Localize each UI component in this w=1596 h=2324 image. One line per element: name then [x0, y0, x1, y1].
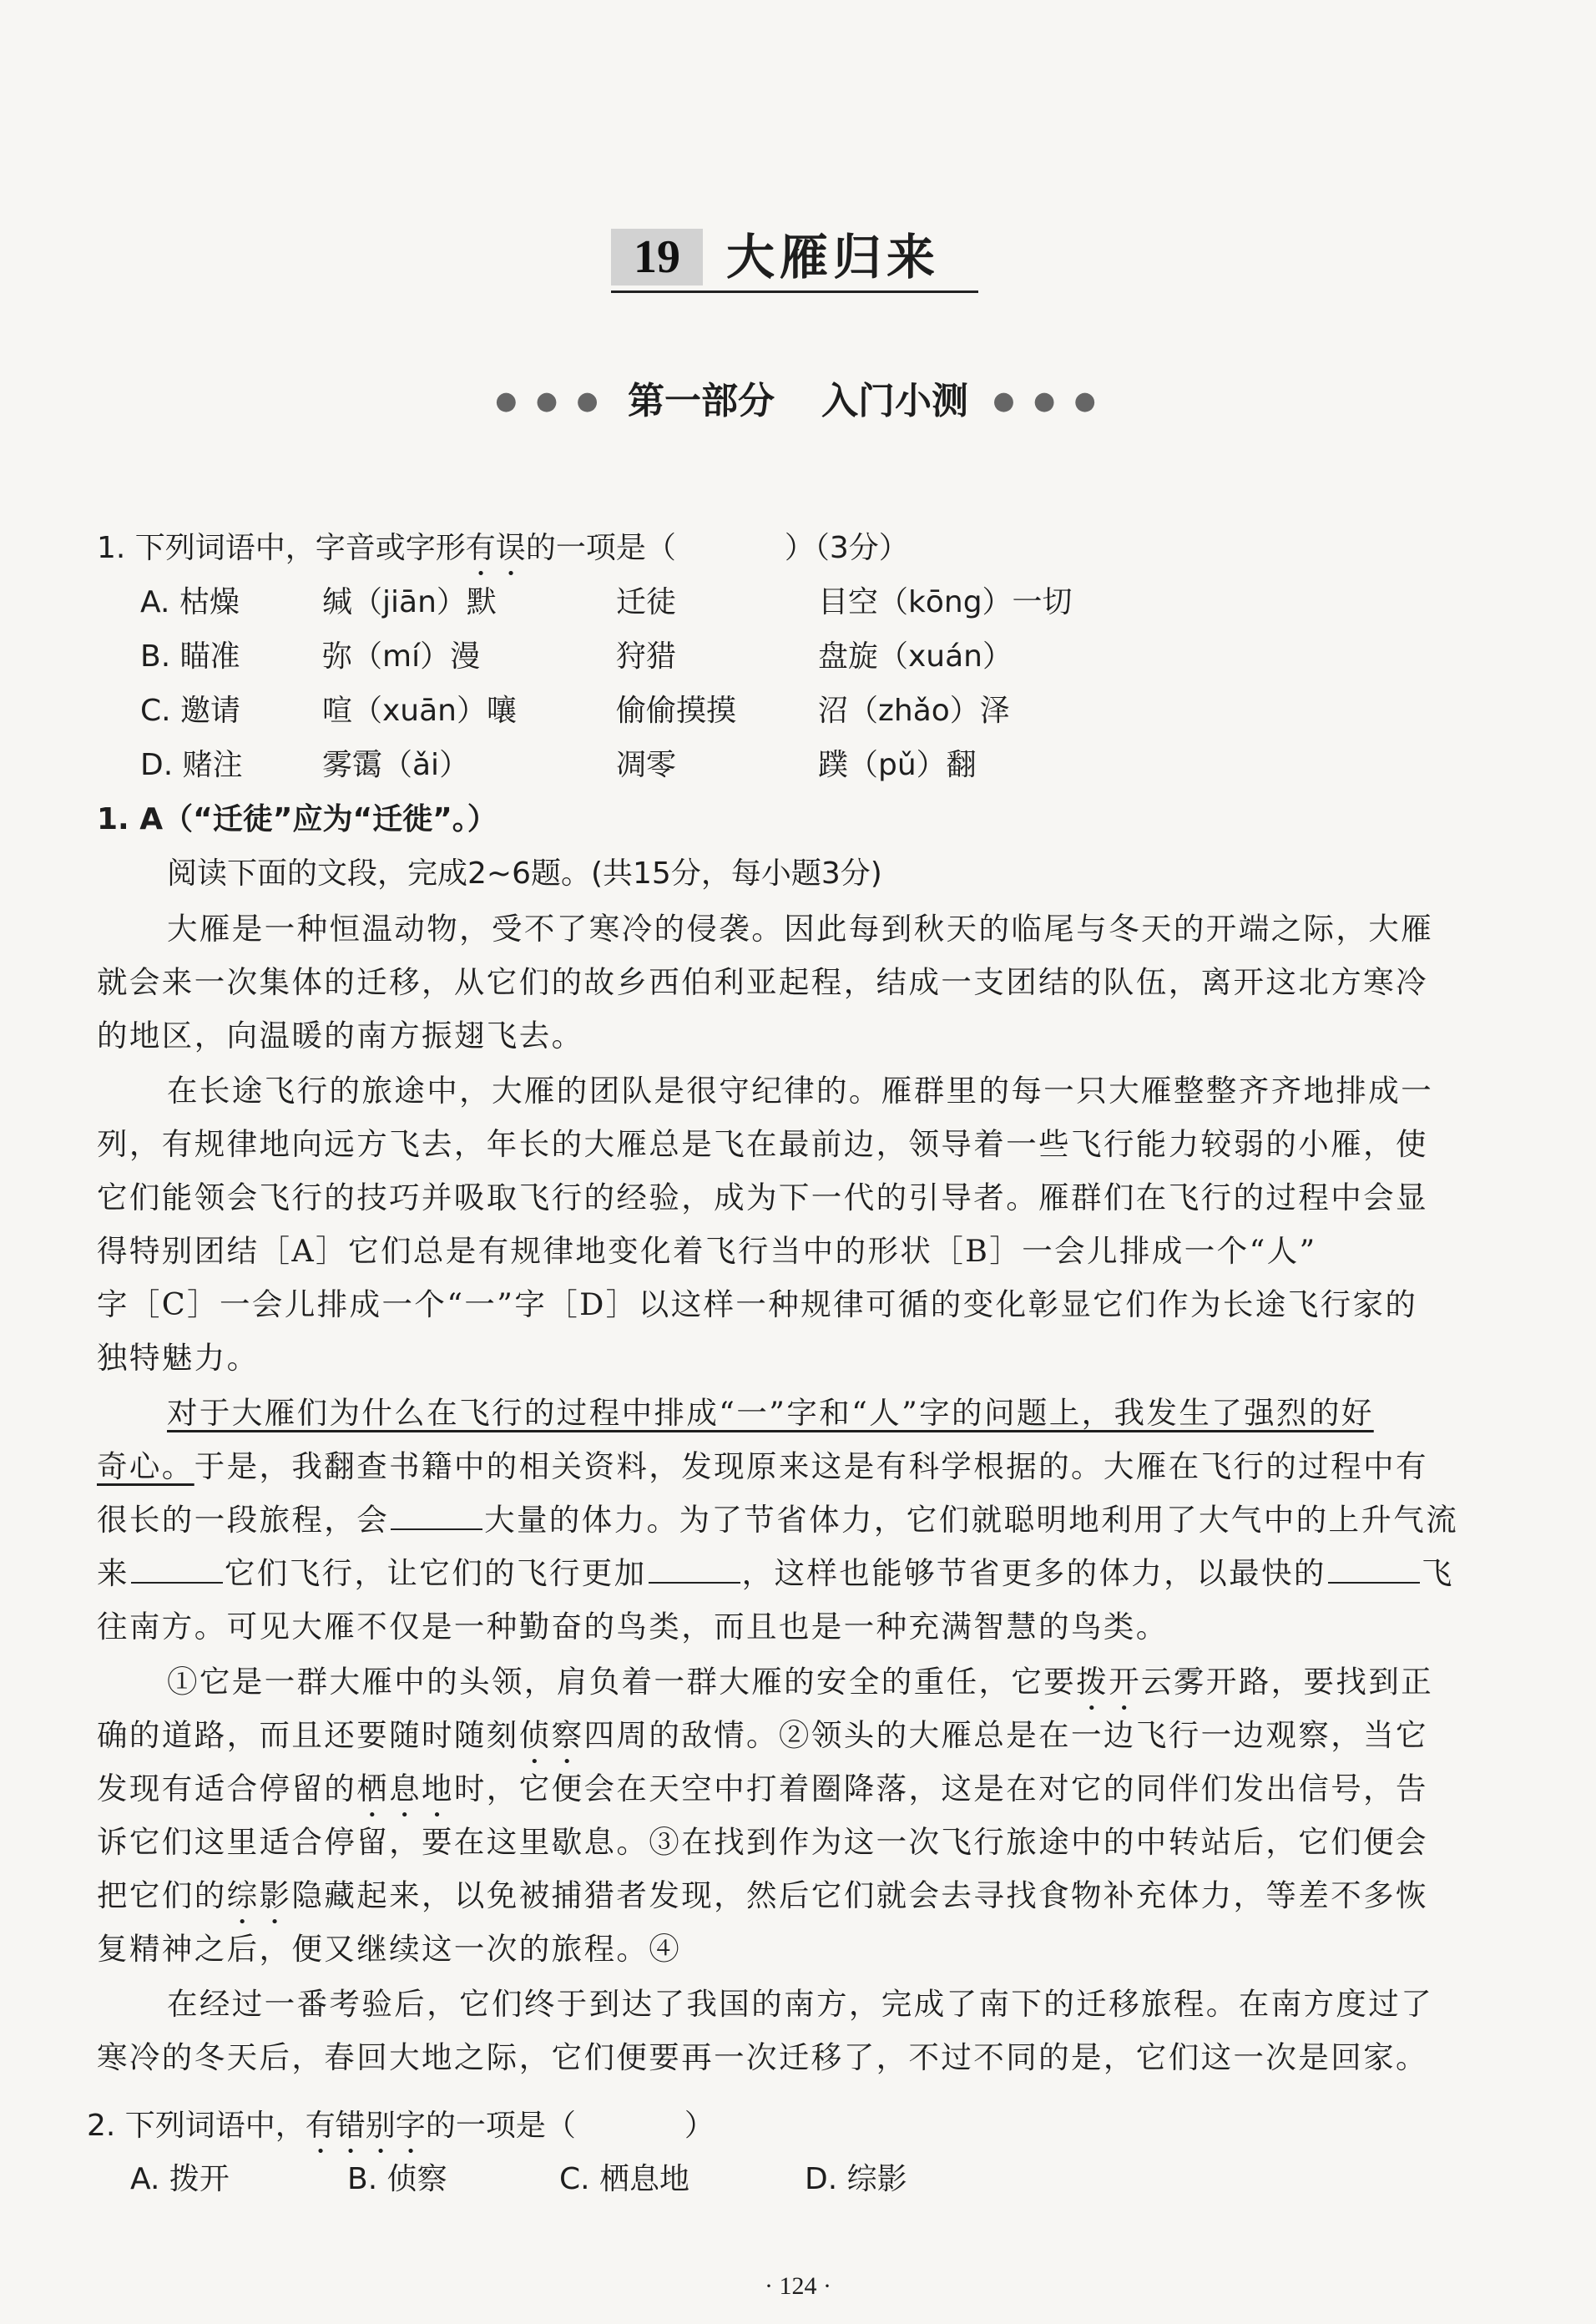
- passage-line: 奇心。于是，我翻查书籍中的相关资料，发现原来这是有科学根据的。大雁在飞行的过程中有: [97, 1448, 1428, 1484]
- section-part: 第一部分 入门小测: [628, 379, 968, 422]
- passage-line: 往南方。可见大雁不仅是一种勤奋的鸟类，而且也是一种充满智慧的鸟类。: [97, 1609, 1169, 1644]
- passage-line: 得特别团结［A］它们总是有规律地变化着飞行当中的形状［B］一会儿排成一个“人”: [97, 1233, 1317, 1269]
- fill-blank-2[interactable]: [131, 1557, 223, 1584]
- q2-option-c: C. 栖息地: [559, 2162, 690, 2196]
- page-number: · 124 ·: [765, 2272, 831, 2300]
- passage-line-blank: 很长的一段旅程，会 大量的体力。为了节省体力，它们就聪明地利用了大气中的上升气流: [97, 1502, 1459, 1538]
- q1-stem: 1. 下列词语中，字音或字形有误的一项是（ ）（3分）: [97, 531, 909, 565]
- underlined-sentence: 对于大雁们为什么在飞行的过程中排成“一”字和“人”字的问题上，我发生了强烈的好: [167, 1395, 1374, 1431]
- q1-answer: 1. A（“迁徒”应为“迁徙”。）: [97, 802, 497, 836]
- passage-line: ①它是一群大雁中的头领，肩负着一群大雁的安全的重任，它要拨开云雾开路，要找到正: [167, 1664, 1434, 1700]
- title-underline: [611, 290, 978, 293]
- dots-left-icon: ● ● ●: [495, 386, 604, 416]
- passage-line: 就会来一次集体的迁移，从它们的故乡西伯利亚起程，结成一支团结的队伍，离开这北方寒冷: [97, 964, 1428, 1000]
- q2-option-a: A. 拨开: [130, 2162, 230, 2196]
- passage-line: 把它们的综影隐藏起来，以免被捕猎者发现，然后它们就会去寻找食物补充体力，等差不多恢: [97, 1877, 1428, 1913]
- passage-line: 它们能领会飞行的技巧并吸取飞行的经验，成为下一代的引导者。雁群们在飞行的过程中会显: [97, 1180, 1428, 1215]
- passage-line: 列，有规律地向远方飞去，年长的大雁总是飞在最前边，领导着一些飞行能力较弱的小雁，使: [97, 1126, 1428, 1162]
- passage-line: 大雁是一种恒温动物，受不了寒冷的侵袭。因此每到秋天的临尾与冬天的开端之际，大雁: [167, 911, 1434, 947]
- passage-line: 在经过一番考验后，它们终于到达了我国的南方，完成了南下的迁移旅程。在南方度过了: [167, 1986, 1434, 2022]
- lesson-header: [611, 224, 978, 290]
- fill-blank-3[interactable]: [649, 1557, 740, 1584]
- passage-line: 诉它们这里适合停留，要在这里歇息。③在找到作为这一次飞行旅途中的中转站后，它们便会: [97, 1824, 1428, 1860]
- passage-line: 在长途飞行的旅途中，大雁的团队是很守纪律的。雁群里的每一只大雁整整齐齐地排成一: [167, 1073, 1434, 1109]
- passage-line: 发现有适合停留的栖息地时，它便会在天空中打着圈降落，这是在对它的同伴们发出信号，告: [97, 1771, 1428, 1806]
- passage-line: 独特魅力。: [97, 1340, 260, 1376]
- passage-line-blank: 来 它们飞行，让它们的飞行更加 ，这样也能够节省更多的体力，以最快的 飞: [97, 1555, 1454, 1591]
- fill-blank-4[interactable]: [1328, 1557, 1420, 1584]
- document-page: 19 大雁归来 ● ● ● 第一部分 入门小测 ● ● ● 1. 下列词语中，字音或字形有误的一项是（ ）（3分） A. 枯燥 缄（jiān）默 迁徒 目空（kōng）一切 B. 瞄准 弥（mí）漫 狩猎 盘旋（xuán） C. 邀请 喧（xuān）嚷 偷偷摸摸 沼（zhǎo）泽 D. 赌注 雾霭（ǎi） 凋零 蹼（pǔ）翻 1. A（“迁徒”应为“迁徙”。） 阅读下面的文段，完成2~6题。(共15分，每小题3分) 大雁是一种恒温动物，受不了寒冷的侵袭。因此每到秋天的临尾与冬天的开端之际，大雁 就会来一次集体的迁移，从它们的故乡西伯利亚起程，结成一支团结的队伍，离开这北方寒冷 的地区，向温暖的南方振翅飞去。 在长途飞行的旅途中，大雁的团队是很守纪律的。雁群里的每一只大雁整整齐齐地排成一 列，有规律地向远方飞去，年长的大雁总是飞在最前边，领导着一些飞行能力较弱的小雁，使 它们能领会飞行的技巧并吸取飞行的经验，成为下一代的引导者。雁群们在飞行的过程中会显 得特别团结［A］它们总是有规律地变化着飞行当中的形状［B］一会儿排成一个“人” 字［C］一会儿排成一个“一”字［D］以这样一种规律可循的变化彰显它们作为长途飞行家的 独特魅力。 对于大雁们为什么在飞行的过程中排成“一”字和“人”字的问题上，我发生了强烈的好 奇心。于是，我翻查书籍中的相关资料，发现原来这是有科学根据的。大雁在飞行的过程中有 很长的一段旅程，会 大量的体力。为了节省体力，它们就聪明地利用了大气中的上升气流 来 它们飞行，让它们的飞行更加 ，这样也能够节省更多的体力，以最快的 飞 往南方。可见大雁不仅是一种勤奋的鸟类，而且也是一种充满智慧的鸟类。 ①它是一群大雁中的头领，肩负着一群大雁的安全的重任，它要拨开云雾开路，要找到正 确的道路，而且还要随时随刻侦察四周的敌情。②领头的大雁总是在一边飞行一边观察，当它 发现有适合停留的栖息地时，它便会在天空中打着圈降落，这是在对它的同伴们发出信号，告 诉它们这里适合停留，要在这里歇息。③在找到作为这一次飞行旅途中的中转站后，它们便会 把它们的综影隐藏起来，以免被捕猎者发现，然后它们就会去寻找食物补充体力，等差不多恢 复精神之后，便又继续这一次的旅程。④ 在经过一番考验后，它们终于到达了我国的南方，完成了南下的迁移旅程。在南方度过了 寒冷的冬天后，春回大地之际，它们便要再一次迁移了，不过不同的是，它们这一次是回家。 2. 下列词语中，有错别字的一项是（ ） A. 拨开 B. 侦察 C. 栖息地 D. 综影 · 124 ·: [0, 0, 1596, 2324]
- dots-right-icon: ● ● ●: [992, 386, 1101, 416]
- section-heading: [0, 374, 1596, 427]
- q2-option-b: B. 侦察: [347, 2162, 447, 2196]
- fill-blank-1[interactable]: [391, 1503, 482, 1530]
- passage-line: 确的道路，而且还要随时随刻侦察四周的敌情。②领头的大雁总是在一边飞行一边观察，当它: [97, 1717, 1428, 1753]
- passage-line: 复精神之后，便又继续这一次的旅程。④: [97, 1931, 682, 1967]
- passage-line: 字［C］一会儿排成一个“一”字［D］以这样一种规律可循的变化彰显它们作为长途飞行家的: [97, 1286, 1418, 1322]
- passage-line: 寒冷的冬天后，春回大地之际，它们便要再一次迁移了，不过不同的是，它们这一次是回家。: [97, 2039, 1428, 2075]
- lesson-title: 大雁归来: [726, 229, 941, 285]
- lesson-number: 19: [611, 229, 703, 285]
- q2-option-d: D. 综影: [805, 2162, 907, 2196]
- passage-line: 的地区，向温暖的南方振翅飞去。: [97, 1018, 584, 1053]
- reading-intro: 阅读下面的文段，完成2~6题。(共15分，每小题3分): [167, 856, 882, 891]
- q2-stem: 2. 下列词语中，有错别字的一项是（ ）: [87, 2109, 715, 2143]
